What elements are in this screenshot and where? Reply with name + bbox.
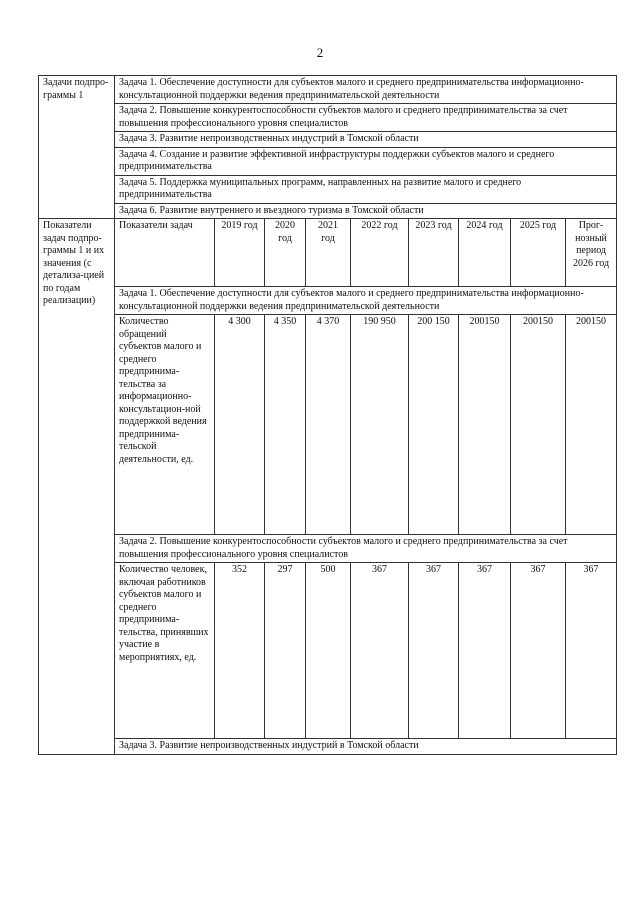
indicator-task-3: Задача 3. Развитие непроизводственных индустрий в Томской области: [115, 739, 617, 755]
indicator-value: 200150: [459, 315, 511, 535]
tasks-section-label: Задачи подпро-граммы 1: [39, 76, 115, 219]
table-row: [39, 563, 617, 739]
indicators-section-label: Показатели задач подпро-граммы 1 и их значения (с детализа-цией по годам реализации): [39, 219, 115, 755]
task-2-text: Задача 2. Повышение конкурентоспособности субъектов малого и среднего предпринимательства за счет повышения профессионального уровня специалистов: [115, 104, 617, 132]
header-year: 2022 год: [351, 219, 409, 287]
indicator-value: 200150: [566, 315, 617, 535]
task-1-text: Задача 1. Обеспечение доступности для субъектов малого и среднего предпринимательства информационно-консультационной поддержки ведения предпринимательской деятельности: [115, 76, 617, 104]
indicator-value: 352: [215, 563, 265, 739]
header-indicators: Показатели задач: [115, 219, 215, 287]
indicator-value: 200150: [511, 315, 566, 535]
header-year: 2025 год: [511, 219, 566, 287]
task-4-text: Задача 4. Создание и развитие эффективной инфраструктуры поддержки субъектов малого и среднего предпринимательства: [115, 147, 617, 175]
header-forecast: Прог-нозный период 2026 год: [566, 219, 617, 287]
indicator-value: 367: [511, 563, 566, 739]
indicator-value: 500: [306, 563, 351, 739]
indicator-task-2: Задача 2. Повышение конкурентоспособности субъектов малого и среднего предпринимательства за счет повышения профессионального уровня специалистов: [115, 535, 617, 563]
table-row: [39, 315, 617, 535]
header-year: 2019 год: [215, 219, 265, 287]
subprogram-table: [38, 75, 617, 755]
indicator-value: 367: [459, 563, 511, 739]
header-year: 2021 год: [306, 219, 351, 287]
indicator-value: 367: [409, 563, 459, 739]
indicator-value: 367: [351, 563, 409, 739]
task-3-text: Задача 3. Развитие непроизводственных индустрий в Томской области: [115, 132, 617, 148]
indicator-value: 4 370: [306, 315, 351, 535]
indicator-value: 4 300: [215, 315, 265, 535]
header-year: 2020 год: [265, 219, 306, 287]
indicator-value: 297: [265, 563, 306, 739]
header-year: 2023 год: [409, 219, 459, 287]
indicator-name: Количество обращений субъектов малого и среднего предпринима-тельства за информационно-консультацион-ной поддержкой ведения предпринима-тельской деятельности, ед.: [115, 315, 215, 535]
task-5-text: Задача 5. Поддержка муниципальных программ, направленных на развитие малого и среднего предпринимательства: [115, 175, 617, 203]
indicator-value: 200 150: [409, 315, 459, 535]
indicator-value: 4 350: [265, 315, 306, 535]
page-number: 2: [316, 45, 324, 60]
indicator-value: 367: [566, 563, 617, 739]
header-year: 2024 год: [459, 219, 511, 287]
task-6-text: Задача 6. Развитие внутреннего и въездного туризма в Томской области: [115, 203, 617, 219]
indicator-task-1: Задача 1. Обеспечение доступности для субъектов малого и среднего предпринимательства информационно-консультационной поддержки ведения предпринимательской деятельности: [115, 287, 617, 315]
indicator-value: 190 950: [351, 315, 409, 535]
indicator-name: Количество человек, включая работников субъектов малого и среднего предпринима-тельства, принявших участие в мероприятиях, ед.: [115, 563, 215, 739]
